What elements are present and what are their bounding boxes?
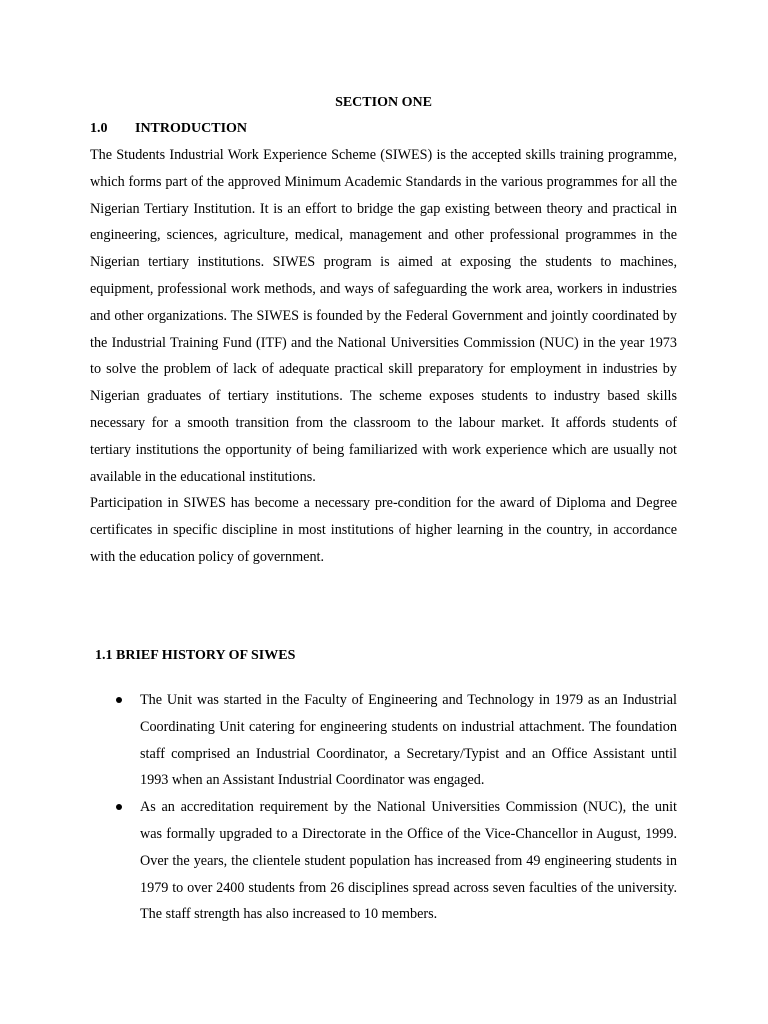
intro-heading-title: INTRODUCTION: [135, 121, 248, 136]
intro-paragraph: Participation in SIWES has become a necessary pre-condition for the award of Diploma and Degree certificates in specific discipline in most institutions of higher learning in the country, in accordance with the education policy of government.: [90, 495, 677, 565]
list-item: [140, 687, 677, 794]
history-bullet-list: [140, 687, 677, 928]
list-item: [140, 794, 677, 928]
intro-heading-number: 1.0: [90, 121, 108, 136]
bullet-icon: [116, 804, 122, 810]
list-item-text: As an accreditation requirement by the National Universities Commission (NUC), the unit was formally upgraded to a Directorate in the Office of the Vice-Chancellor in August, 1999. Over the years, the clientele student population has increased from 49 engineering students in 1979 to over 2400 students from 26 disciplines spread across seven faculties of the university. The staff strength has also increased to 10 members.: [140, 799, 677, 923]
intro-heading: [90, 119, 247, 139]
history-heading: 1.1 BRIEF HISTORY OF SIWES: [95, 648, 296, 663]
section-title: SECTION ONE: [335, 95, 432, 110]
intro-body: [90, 142, 677, 571]
bullet-icon: [116, 697, 122, 703]
intro-paragraph: The Students Industrial Work Experience Scheme (SIWES) is the accepted skills training programme, which forms part of the approved Minimum Academic Standards in the various programmes for all the Nigerian Tertiary Institution. It is an effort to bridge the gap existing between theory and practical in engineering, sciences, agriculture, medical, management and other professional programmes in the Nigerian tertiary institutions. SIWES program is aimed at exposing the students to machines, equipment, professional work methods, and ways of safeguarding the work area, workers in industries and other organizations. The SIWES is founded by the Federal Government and jointly coordinated by the Industrial Training Fund (ITF) and the National Universities Commission (NUC) in the year 1973 to solve the problem of lack of adequate practical skill preparatory for employment in industries by Nigerian graduates of tertiary institutions. The scheme exposes students to industry based skills necessary for a smooth transition from the classroom to the labour market. It affords students of tertiary institutions the opportunity of being familiarized with work experience which are usually not available in the educational institutions.: [90, 147, 677, 485]
list-item-text: The Unit was started in the Faculty of Engineering and Technology in 1979 as an Industrial Coordinating Unit catering for engineering students on industrial attachment. The foundation staff comprised an Industrial Coordinator, a Secretary/Typist and an Office Assistant until 1993 when an Assistant Industrial Coordinator was engaged.: [140, 692, 677, 789]
